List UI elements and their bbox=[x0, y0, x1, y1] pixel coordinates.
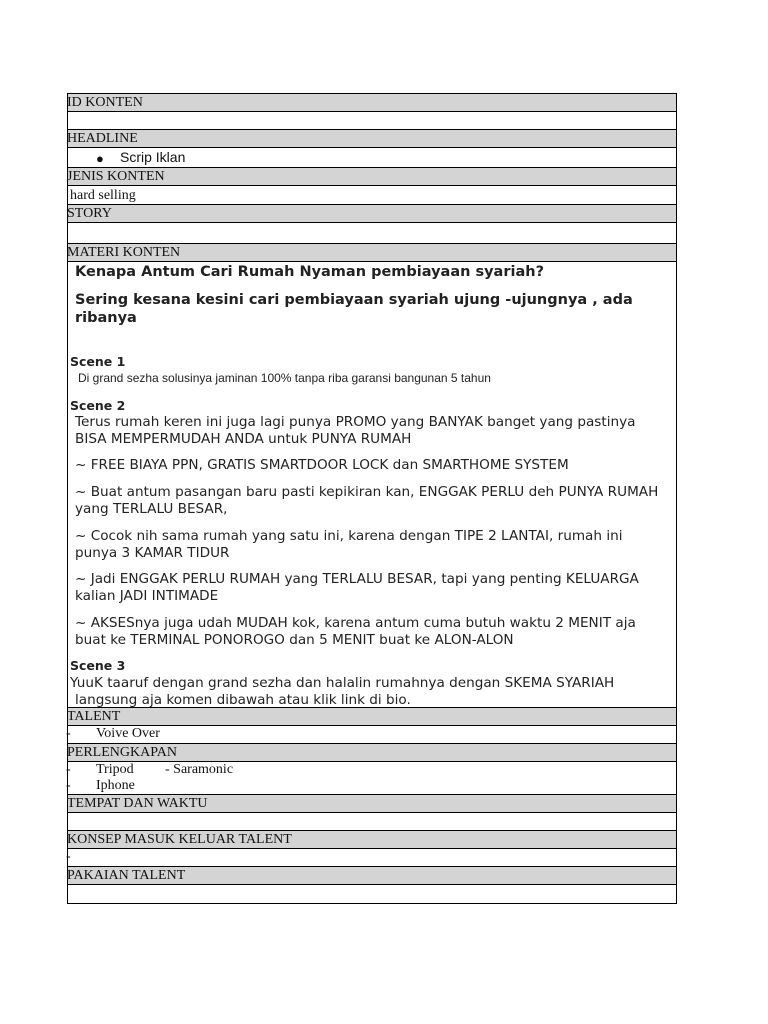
perlengkapan-value[interactable] bbox=[68, 762, 676, 795]
jenis-konten-text: hard selling bbox=[70, 188, 136, 203]
talent-label: TALENT bbox=[67, 709, 121, 724]
konsep-talent-label: KONSEP MASUK KELUAR TALENT bbox=[67, 832, 292, 847]
scene-1-text: Di grand sezha solusinya jaminan 100% tanpa riba garansi bangunan 5 tahun bbox=[78, 371, 491, 385]
materi-konten-label: MATERI KONTEN bbox=[67, 245, 181, 260]
scene-2-line: ~ Buat antum pasangan baru pasti kepikiran kan, ENGGAK PERLU deh PUNYA RUMAH bbox=[75, 484, 659, 500]
list-dash: - bbox=[66, 726, 71, 741]
scene-2-line: ~ AKSESnya juga udah MUDAH kok, karena antum cuma butuh waktu 2 MENIT aja bbox=[75, 615, 636, 631]
perlengkapan-label: PERLENGKAPAN bbox=[67, 745, 177, 760]
list-dash: - bbox=[66, 778, 71, 793]
pakaian-talent-value[interactable] bbox=[68, 885, 676, 903]
scene-1-label: Scene 1 bbox=[70, 354, 126, 369]
id-konten-header bbox=[68, 94, 676, 112]
content-form-table bbox=[67, 93, 677, 904]
tempat-waktu-header bbox=[68, 795, 676, 813]
headline-label: HEADLINE bbox=[67, 131, 138, 146]
jenis-konten-header bbox=[68, 168, 676, 186]
jenis-konten-value[interactable] bbox=[68, 186, 676, 205]
talent-value[interactable] bbox=[68, 726, 676, 744]
pakaian-talent-label: PAKAIAN TALENT bbox=[67, 868, 186, 883]
perlengkapan-item: Tripod bbox=[96, 762, 134, 777]
materi-konten-header bbox=[68, 244, 676, 262]
perlengkapan-item: - Saramonic bbox=[165, 762, 234, 777]
headline-item: Scrip Iklan bbox=[120, 149, 186, 165]
materi-title: Kenapa Antum Cari Rumah Nyaman pembiayaan syariah? bbox=[75, 264, 544, 280]
scene-3-line: YuuK taaruf dengan grand sezha dan halalin rumahnya dengan SKEMA SYARIAH bbox=[70, 675, 615, 691]
scene-2-label: Scene 2 bbox=[70, 398, 126, 413]
tempat-waktu-value[interactable] bbox=[68, 813, 676, 831]
materi-subtitle-line-2: ribanya bbox=[75, 310, 137, 326]
tempat-waktu-label: TEMPAT DAN WAKTU bbox=[67, 796, 208, 811]
story-label: STORY bbox=[67, 206, 112, 221]
scene-2-line: Terus rumah keren ini juga lagi punya PROMO yang BANYAK banget yang pastinya bbox=[75, 414, 636, 430]
list-dash: - bbox=[66, 849, 71, 864]
materi-konten-body[interactable] bbox=[68, 262, 676, 708]
scene-3-label: Scene 3 bbox=[70, 658, 126, 673]
scene-2-line: punya 3 KAMAR TIDUR bbox=[75, 545, 230, 561]
perlengkapan-header bbox=[68, 744, 676, 762]
scene-3-line: langsung aja komen dibawah atau klik link di bio. bbox=[75, 692, 411, 708]
konsep-talent-header bbox=[68, 831, 676, 849]
headline-header bbox=[68, 130, 676, 148]
story-header bbox=[68, 205, 676, 223]
scene-2-line: yang TERLALU BESAR, bbox=[75, 501, 228, 517]
pakaian-talent-header bbox=[68, 867, 676, 885]
list-dash: - bbox=[66, 762, 71, 777]
scene-2-line: BISA MEMPERMUDAH ANDA untuk PUNYA RUMAH bbox=[75, 431, 412, 447]
materi-subtitle-line-1: Sering kesana kesini cari pembiayaan syariah ujung -ujungnya , ada bbox=[75, 292, 633, 308]
story-value[interactable] bbox=[68, 223, 676, 244]
jenis-konten-label: JENIS KONTEN bbox=[67, 169, 165, 184]
headline-value[interactable] bbox=[68, 148, 676, 168]
scene-2-line: buat ke TERMINAL PONOROGO dan 5 MENIT buat ke ALON-ALON bbox=[75, 632, 514, 648]
scene-2-line: kalian JADI INTIMADE bbox=[75, 588, 219, 604]
bullet-icon: ● bbox=[96, 151, 104, 166]
talent-header bbox=[68, 708, 676, 726]
scene-2-line: ~ Jadi ENGGAK PERLU RUMAH yang TERLALU BESAR, tapi yang penting KELUARGA bbox=[75, 571, 639, 587]
konsep-talent-value[interactable] bbox=[68, 849, 676, 867]
id-konten-label: ID KONTEN bbox=[67, 95, 143, 110]
perlengkapan-item: Iphone bbox=[96, 778, 135, 793]
talent-item: Voive Over bbox=[96, 726, 160, 741]
scene-2-line: ~ FREE BIAYA PPN, GRATIS SMARTDOOR LOCK dan SMARTHOME SYSTEM bbox=[75, 457, 569, 473]
scene-2-line: ~ Cocok nih sama rumah yang satu ini, karena dengan TIPE 2 LANTAI, rumah ini bbox=[75, 528, 623, 544]
id-konten-value[interactable] bbox=[68, 112, 676, 130]
